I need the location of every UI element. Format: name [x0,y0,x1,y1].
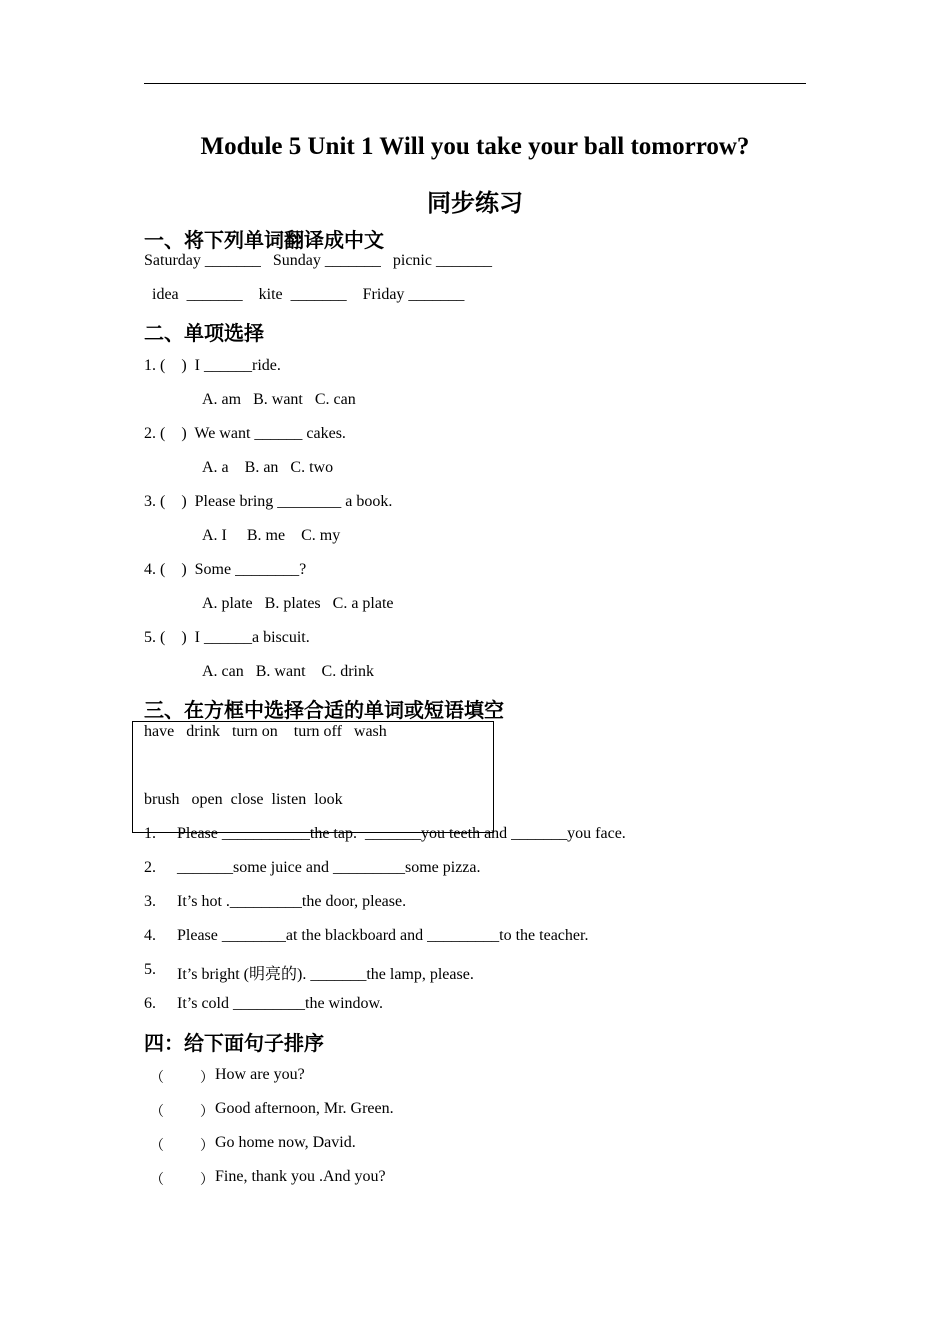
item-number: 4. [144,927,156,944]
section1-heading: 一、将下列单词翻译成中文 [144,228,384,252]
question-stem: 3. ( ) Please bring ________ a book. [144,493,393,510]
order-sentence: Good afternoon, Mr. Green. [215,1100,394,1117]
item-number: 1. [144,825,156,842]
question-stem: 1. ( ) I ______ride. [144,357,281,374]
fill-sentence: It’s bright (明亮的). _______the lamp, please. [177,966,474,983]
question-options: A. a B. an C. two [202,459,334,476]
order-sentence: How are you? [215,1066,305,1083]
word-bank-row-2: brush open close listen look [144,791,343,808]
item-number: 5. [144,961,156,978]
question-options: A. plate B. plates C. a plate [202,595,394,612]
item-number: 2. [144,859,156,876]
item-number: 6. [144,995,156,1012]
question-stem: 5. ( ) I ______a biscuit. [144,629,310,646]
word-bank-row-1: have drink turn on turn off wash [144,723,387,740]
item-number: 3. [144,893,156,910]
page-subtitle: 同步练习 [427,189,523,217]
question-stem: 4. ( ) Some ________? [144,561,307,578]
question-options: A. I B. me C. my [202,527,341,544]
order-open-paren: （ [150,1071,164,1086]
fill-sentence: It’s hot ._________the door, please. [177,893,407,910]
order-sentence: Fine, thank you .And you? [215,1168,386,1185]
order-open-paren: （ [150,1139,164,1154]
order-close-paren: ） [200,1071,214,1086]
fill-sentence: Please ________at the blackboard and _________to the teacher. [177,927,589,944]
vocab-row-1: Saturday _______ Sunday _______ picnic _______ [144,252,492,269]
fill-sentence: Please ___________the tap. _______you teeth and _______you face. [177,825,626,842]
order-open-paren: （ [150,1173,164,1188]
section4-heading: 四：给下面句子排序 [144,1031,324,1055]
order-close-paren: ） [200,1139,214,1154]
section3-heading: 三、在方框中选择合适的单词或短语填空 [144,698,504,722]
header-rule [144,83,806,84]
fill-sentence: _______some juice and _________some pizza. [177,859,481,876]
section2-heading: 二、单项选择 [144,321,264,345]
order-close-paren: ） [200,1105,214,1120]
question-options: A. am B. want C. can [202,391,356,408]
question-options: A. can B. want C. drink [202,663,374,680]
fill-sentence: It’s cold _________the window. [177,995,384,1012]
order-open-paren: （ [150,1105,164,1120]
order-close-paren: ） [200,1173,214,1188]
vocab-row-2: idea _______ kite _______ Friday _______ [152,286,465,303]
page-title: Module 5 Unit 1 Will you take your ball tomorrow? [200,133,750,160]
order-sentence: Go home now, David. [215,1134,356,1151]
question-stem: 2. ( ) We want ______ cakes. [144,425,346,442]
